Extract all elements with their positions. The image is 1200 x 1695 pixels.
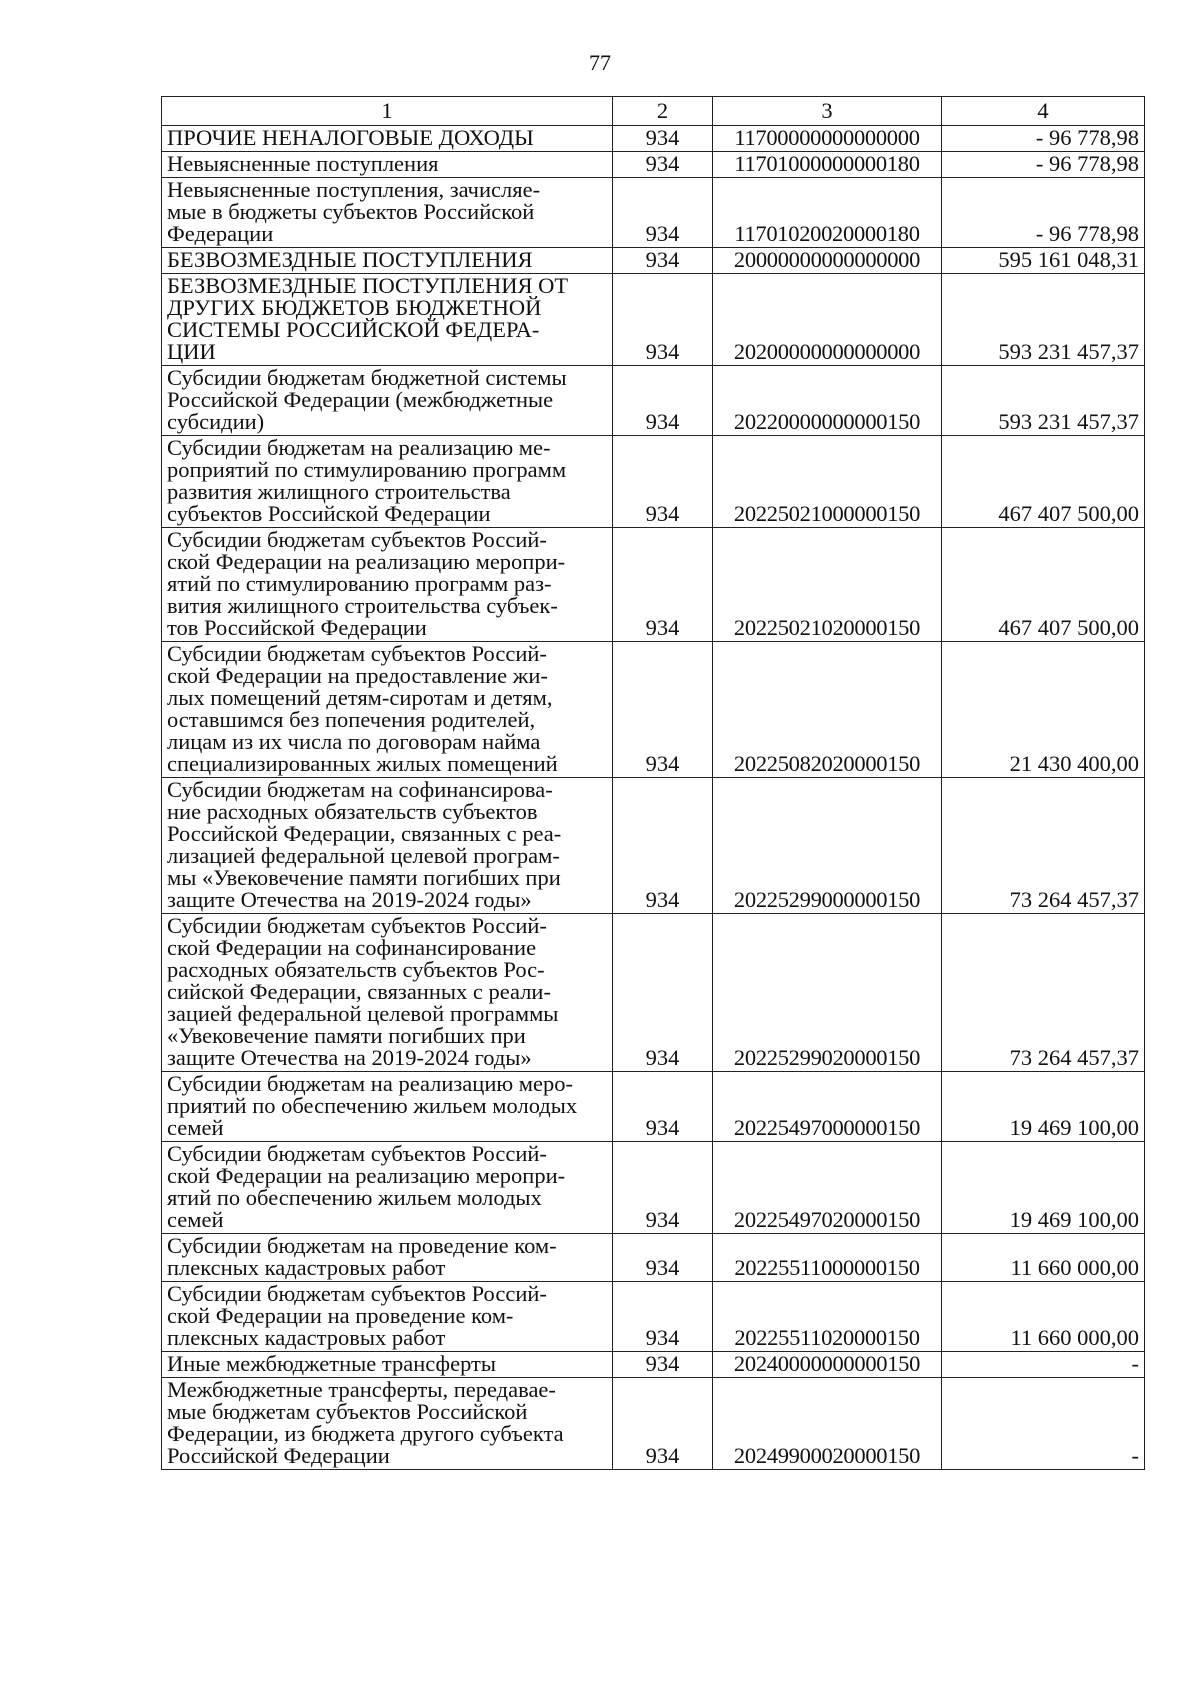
row-budget-code-cell: 20000000000000000 [713, 248, 942, 274]
row-budget-code-cell: 20225511020000150 [713, 1282, 942, 1352]
row-admin-code-cell: 934 [613, 152, 713, 178]
table-row [162, 366, 1145, 436]
row-budget-code-cell: 11701020020000180 [713, 178, 942, 248]
table-row [162, 126, 1145, 152]
row-amount-cell: 19 469 100,00 [942, 1072, 1145, 1142]
table-row [162, 1378, 1145, 1470]
row-amount-cell: 467 407 500,00 [942, 436, 1145, 528]
row-amount-cell: 593 231 457,37 [942, 274, 1145, 366]
row-amount-cell: - 96 778,98 [942, 126, 1145, 152]
table-row [162, 778, 1145, 914]
row-amount-cell: - 96 778,98 [942, 152, 1145, 178]
row-name-cell: Межбюджетные трансферты, передавае- мые бюджетам субъектов Российской Федерации, из бюджета другого субъекта Российской Федерации [162, 1378, 613, 1470]
column-header-code: 3 [713, 97, 942, 126]
row-budget-code-cell: 20225021000000150 [713, 436, 942, 528]
row-name-cell: ПРОЧИЕ НЕНАЛОГОВЫЕ ДОХОДЫ [162, 126, 613, 152]
row-admin-code-cell: 934 [613, 366, 713, 436]
row-budget-code-cell: 20225511000000150 [713, 1234, 942, 1282]
row-amount-cell: 467 407 500,00 [942, 528, 1145, 642]
row-name-cell: Иные межбюджетные трансферты [162, 1352, 613, 1378]
row-name-cell: Субсидии бюджетам субъектов Россий- ской Федерации на предоставление жи- лых помещений детям-сиротам и детям, оставшимся без попечения родителей, лицам из их числа по договорам найма специализированных жилых помещений [162, 642, 613, 778]
row-amount-cell: 11 660 000,00 [942, 1234, 1145, 1282]
row-budget-code-cell: 20220000000000150 [713, 366, 942, 436]
row-admin-code-cell: 934 [613, 1282, 713, 1352]
row-name-cell: Невыясненные поступления [162, 152, 613, 178]
row-admin-code-cell: 934 [613, 528, 713, 642]
row-amount-cell: 19 469 100,00 [942, 1142, 1145, 1234]
row-name-cell: Субсидии бюджетам на проведение ком- плексных кадастровых работ [162, 1234, 613, 1282]
row-amount-cell: 593 231 457,37 [942, 366, 1145, 436]
row-admin-code-cell: 934 [613, 1378, 713, 1470]
row-amount-cell: 73 264 457,37 [942, 778, 1145, 914]
table-row [162, 914, 1145, 1072]
column-header-amount: 4 [942, 97, 1145, 126]
row-admin-code-cell: 934 [613, 642, 713, 778]
table-row [162, 1352, 1145, 1378]
row-name-cell: БЕЗВОЗМЕЗДНЫЕ ПОСТУПЛЕНИЯ ОТ ДРУГИХ БЮДЖЕТОВ БЮДЖЕТНОЙ СИСТЕМЫ РОССИЙСКОЙ ФЕДЕРА- ЦИИ [162, 274, 613, 366]
table-row [162, 642, 1145, 778]
row-admin-code-cell: 934 [613, 1352, 713, 1378]
row-budget-code-cell: 20200000000000000 [713, 274, 942, 366]
row-admin-code-cell: 934 [613, 126, 713, 152]
row-amount-cell: - [942, 1378, 1145, 1470]
table-row [162, 1072, 1145, 1142]
row-budget-code-cell: 20225497020000150 [713, 1142, 942, 1234]
row-admin-code-cell: 934 [613, 1142, 713, 1234]
row-amount-cell: 21 430 400,00 [942, 642, 1145, 778]
row-amount-cell: 595 161 048,31 [942, 248, 1145, 274]
row-budget-code-cell: 20225299000000150 [713, 778, 942, 914]
row-admin-code-cell: 934 [613, 778, 713, 914]
row-budget-code-cell: 20225021020000150 [713, 528, 942, 642]
row-name-cell: Субсидии бюджетам субъектов Россий- ской Федерации на реализацию меропри- ятий по стимулированию программ раз- вития жилищного строительства субъек- тов Российской Федерации [162, 528, 613, 642]
row-name-cell: Субсидии бюджетам бюджетной системы Российской Федерации (межбюджетные субсидии) [162, 366, 613, 436]
row-name-cell: Субсидии бюджетам на реализацию меро- приятий по обеспечению жильем молодых семей [162, 1072, 613, 1142]
row-name-cell: Субсидии бюджетам на софинансирова- ние расходных обязательств субъектов Российской Федерации, связанных с реа- лизацией федеральной целевой програм- мы «Увековечение памяти погибших при защите Отечества на 2019-2024 годы» [162, 778, 613, 914]
row-amount-cell: - 96 778,98 [942, 178, 1145, 248]
row-name-cell: Субсидии бюджетам субъектов Россий- ской Федерации на софинансирование расходных обязательств субъектов Рос- сийской Федерации, связанных с реали- зацией федеральной целевой программы «Увековечение памяти погибших при защите Отечества на 2019-2024 годы» [162, 914, 613, 1072]
row-admin-code-cell: 934 [613, 1234, 713, 1282]
row-name-cell: Субсидии бюджетам субъектов Россий- ской Федерации на реализацию меропри- ятий по обеспечению жильем молодых семей [162, 1142, 613, 1234]
column-header-name: 1 [162, 97, 613, 126]
row-budget-code-cell: 20249900020000150 [713, 1378, 942, 1470]
table-row [162, 1142, 1145, 1234]
table-row [162, 1234, 1145, 1282]
page-number: 77 [589, 50, 611, 75]
row-admin-code-cell: 934 [613, 914, 713, 1072]
row-budget-code-cell: 20225082020000150 [713, 642, 942, 778]
row-budget-code-cell: 20225497000000150 [713, 1072, 942, 1142]
row-name-cell: Невыясненные поступления, зачисляе- мые в бюджеты субъектов Российской Федерации [162, 178, 613, 248]
table-row [162, 436, 1145, 528]
row-amount-cell: - [942, 1352, 1145, 1378]
row-name-cell: БЕЗВОЗМЕЗДНЫЕ ПОСТУПЛЕНИЯ [162, 248, 613, 274]
revenue-table [161, 96, 1145, 1470]
row-name-cell: Субсидии бюджетам на реализацию ме- роприятий по стимулированию программ развития жилищного строительства субъектов Российской Федерации [162, 436, 613, 528]
header-row [162, 97, 1145, 126]
row-admin-code-cell: 934 [613, 178, 713, 248]
row-admin-code-cell: 934 [613, 436, 713, 528]
row-admin-code-cell: 934 [613, 1072, 713, 1142]
table-row [162, 152, 1145, 178]
row-budget-code-cell: 20225299020000150 [713, 914, 942, 1072]
table-row [162, 248, 1145, 274]
table-row [162, 274, 1145, 366]
row-name-cell: Субсидии бюджетам субъектов Россий- ской Федерации на проведение ком- плексных кадастровых работ [162, 1282, 613, 1352]
column-header-admin: 2 [613, 97, 713, 126]
row-amount-cell: 73 264 457,37 [942, 914, 1145, 1072]
table-row [162, 528, 1145, 642]
table-row [162, 1282, 1145, 1352]
row-admin-code-cell: 934 [613, 274, 713, 366]
row-budget-code-cell: 11701000000000180 [713, 152, 942, 178]
table-row [162, 178, 1145, 248]
row-budget-code-cell: 11700000000000000 [713, 126, 942, 152]
row-admin-code-cell: 934 [613, 248, 713, 274]
row-budget-code-cell: 20240000000000150 [713, 1352, 942, 1378]
row-amount-cell: 11 660 000,00 [942, 1282, 1145, 1352]
